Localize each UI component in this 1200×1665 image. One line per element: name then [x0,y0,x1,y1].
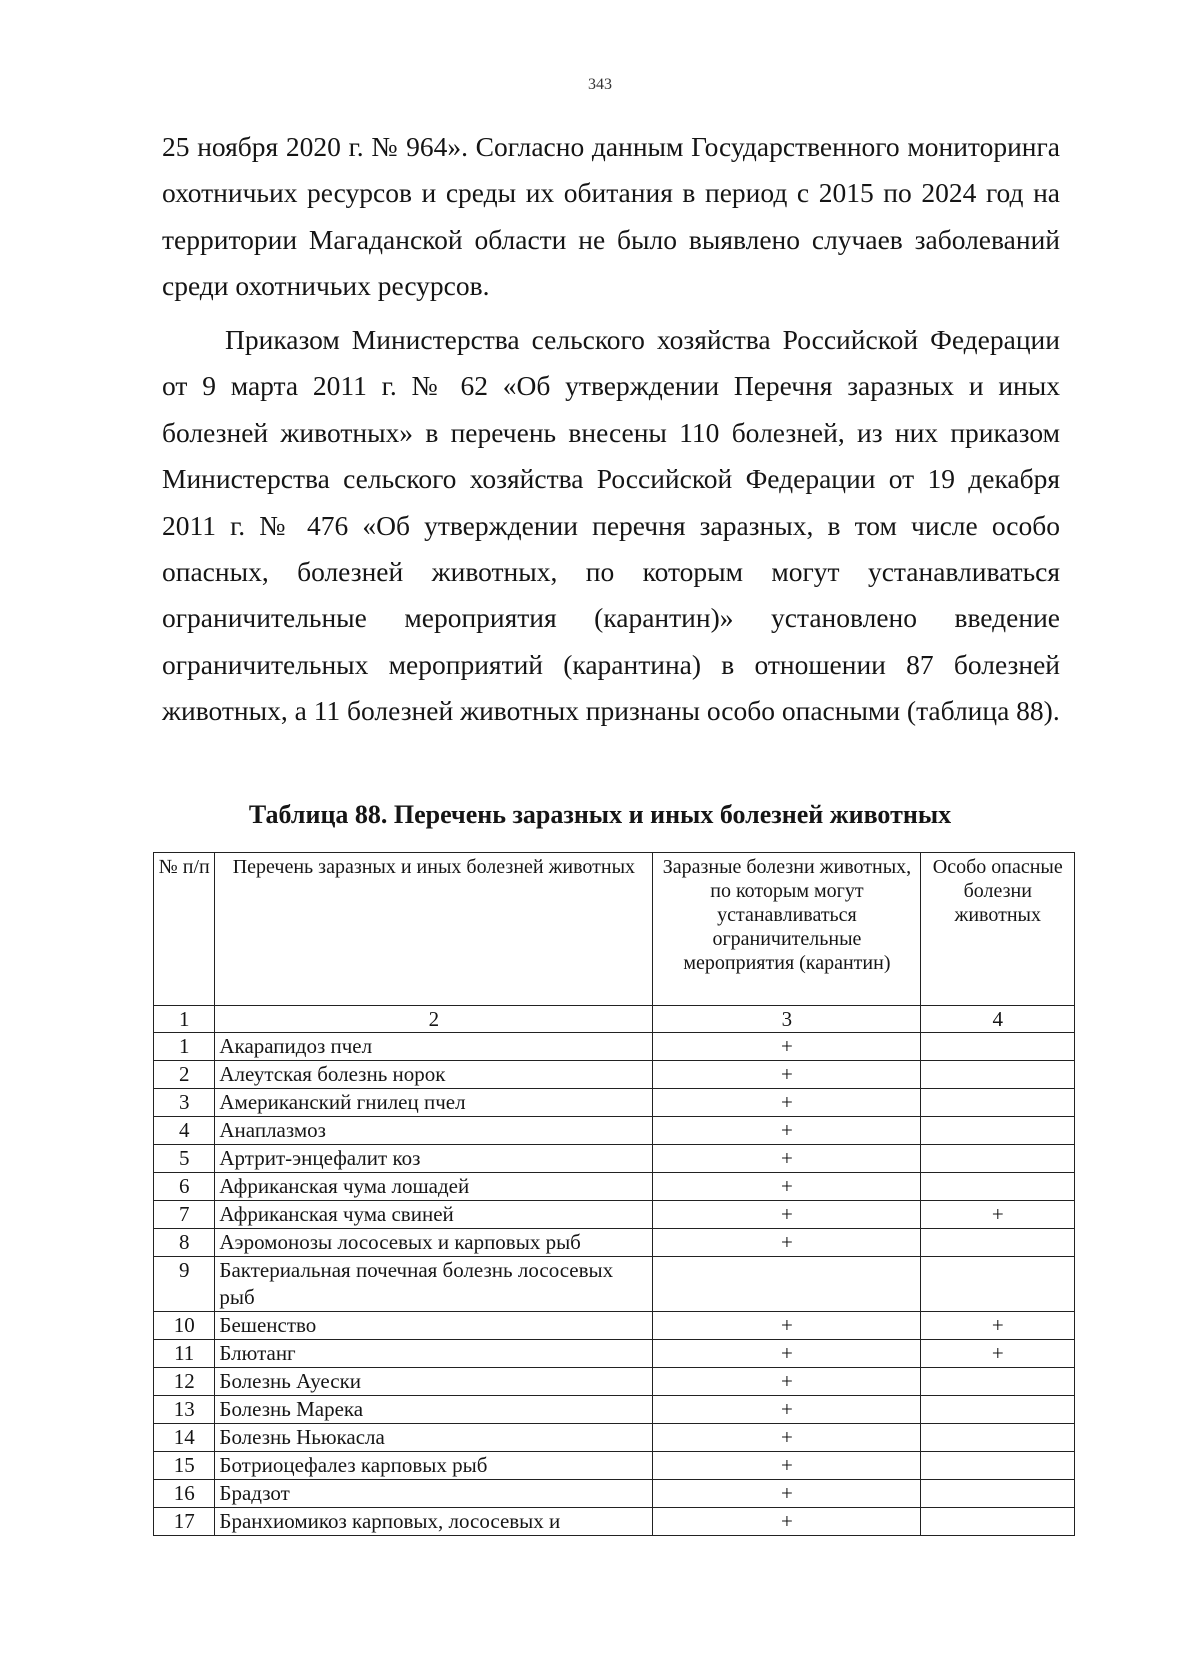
quarantine-mark: + [653,1061,921,1089]
column-index-cell: 4 [921,1006,1075,1033]
table-row [154,1257,1075,1312]
row-number: 1 [154,1033,215,1061]
column-index-cell: 3 [653,1006,921,1033]
dangerous-mark [921,1424,1075,1452]
quarantine-mark: + [653,1145,921,1173]
table-header-row [154,853,1075,1006]
column-index-row [154,1006,1075,1033]
table-row [154,1340,1075,1368]
dangerous-mark [921,1396,1075,1424]
diseases-table [153,852,1075,1536]
row-number: 10 [154,1312,215,1340]
quarantine-mark: + [653,1452,921,1480]
disease-name: Американский гнилец пчел [215,1089,653,1117]
table-row [154,1368,1075,1396]
row-number: 5 [154,1145,215,1173]
table-row [154,1396,1075,1424]
table-row [154,1117,1075,1145]
row-number: 17 [154,1508,215,1536]
dangerous-mark [921,1229,1075,1257]
disease-name: Бранхиомикоз карповых, лососевых и [215,1508,653,1536]
table-row [154,1089,1075,1117]
dangerous-mark [921,1480,1075,1508]
row-number: 6 [154,1173,215,1201]
quarantine-mark: + [653,1089,921,1117]
row-number: 3 [154,1089,215,1117]
disease-name: Бешенство [215,1312,653,1340]
row-number: 14 [154,1424,215,1452]
dangerous-mark [921,1173,1075,1201]
table-row [154,1508,1075,1536]
dangerous-mark: + [921,1201,1075,1229]
row-number: 9 [154,1257,215,1312]
row-number: 2 [154,1061,215,1089]
table-row [154,1424,1075,1452]
disease-name: Анаплазмоз [215,1117,653,1145]
quarantine-mark [653,1257,921,1312]
row-number: 8 [154,1229,215,1257]
row-number: 11 [154,1340,215,1368]
disease-name: Болезнь Ауески [215,1368,653,1396]
table-title: Таблица 88. Перечень заразных и иных болезней животных [248,800,952,829]
dangerous-mark [921,1145,1075,1173]
table-row [154,1201,1075,1229]
disease-name: Брадзот [215,1480,653,1508]
quarantine-mark: + [653,1201,921,1229]
disease-name: Болезнь Марека [215,1396,653,1424]
disease-name: Ботриоцефалез карповых рыб [215,1452,653,1480]
disease-name: Блютанг [215,1340,653,1368]
table-row [154,1173,1075,1201]
disease-name: Бактериальная почечная болезнь лососевых рыб [215,1257,653,1312]
dangerous-mark: + [921,1340,1075,1368]
disease-name: Африканская чума лошадей [215,1173,653,1201]
quarantine-mark: + [653,1508,921,1536]
quarantine-mark: + [653,1033,921,1061]
disease-name: Артрит-энцефалит коз [215,1145,653,1173]
quarantine-mark: + [653,1368,921,1396]
disease-name: Акарапидоз пчел [215,1033,653,1061]
row-number: 16 [154,1480,215,1508]
quarantine-mark: + [653,1424,921,1452]
row-number: 15 [154,1452,215,1480]
paragraph-2: Приказом Министерства сельского хозяйства Российской Федерации от 9 марта 2011 г. № 62 «Об утверждении Перечня заразных и иных болезней животных» в перечень внесены 110 болезней, из них приказом Министерства сельского хозяйства Российской Федерации от 19 декабря 2011 г. № 476 «Об утверждении перечня заразных, в том числе особо опасных, болезней животных, по которым могут устанавливаться ограничительные мероприятия (карантин)» установлено введение ограничительных мероприятий (карантина) в отношении 87 болезней животных, а 11 болезней животных признаны особо опасными (таблица 88). [162,324,1060,727]
disease-name: Аэромонозы лососевых и карповых рыб [215,1229,653,1257]
header-disease-list: Перечень заразных и иных болезней животных [215,853,653,1006]
dangerous-mark [921,1508,1075,1536]
row-number: 13 [154,1396,215,1424]
dangerous-mark [921,1368,1075,1396]
table-row [154,1452,1075,1480]
quarantine-mark: + [653,1173,921,1201]
table-row [154,1480,1075,1508]
table-row [154,1033,1075,1061]
column-index-cell: 2 [215,1006,653,1033]
dangerous-mark [921,1452,1075,1480]
dangerous-mark [921,1033,1075,1061]
dangerous-mark [921,1061,1075,1089]
disease-name: Африканская чума свиней [215,1201,653,1229]
header-quarantine: Заразные болезни животных, по которым могут устанавливаться ограничительные мероприятия (карантин) [653,853,921,1006]
row-number: 4 [154,1117,215,1145]
quarantine-mark: + [653,1480,921,1508]
disease-name: Болезнь Ньюкасла [215,1424,653,1452]
disease-name: Алеутская болезнь норок [215,1061,653,1089]
table-row [154,1145,1075,1173]
column-index-cell: 1 [154,1006,215,1033]
table-row [154,1229,1075,1257]
page-number: 343 [588,76,612,93]
row-number: 12 [154,1368,215,1396]
quarantine-mark: + [653,1117,921,1145]
table-row [154,1061,1075,1089]
row-number: 7 [154,1201,215,1229]
dangerous-mark [921,1257,1075,1312]
quarantine-mark: + [653,1396,921,1424]
dangerous-mark [921,1089,1075,1117]
dangerous-mark: + [921,1312,1075,1340]
paragraph-1: 25 ноября 2020 г. № 964». Согласно данным Государственного мониторинга охотничьих ресурсов и среды их обитания в период с 2015 по 2024 год на территории Магаданской области не было выявлено случаев заболеваний среди охотничьих ресурсов. [162,131,1060,302]
header-number: № п/п [154,853,215,1006]
quarantine-mark: + [653,1340,921,1368]
dangerous-mark [921,1117,1075,1145]
header-especially-dangerous: Особо опасные болезни животных [921,853,1075,1006]
table-row [154,1312,1075,1340]
quarantine-mark: + [653,1229,921,1257]
quarantine-mark: + [653,1312,921,1340]
